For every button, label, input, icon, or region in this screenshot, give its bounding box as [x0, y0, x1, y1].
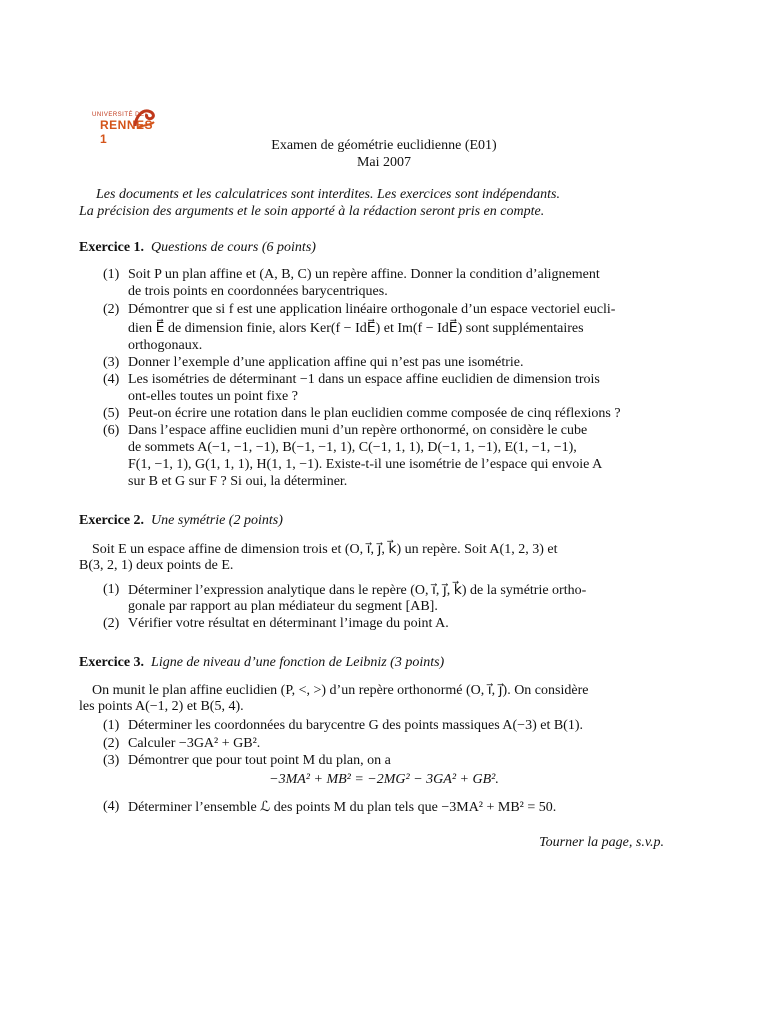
ex1-q2-line-3: orthogonaux. [128, 338, 203, 353]
ex3-q3-line: Démontrer que pour tout point M du plan, on a [128, 753, 391, 768]
ex1-q5-number: (5) [103, 406, 120, 421]
exam-title: Examen de géométrie euclidienne (E01) [271, 138, 497, 153]
exercise-3-heading [79, 655, 444, 671]
ex1-q6-line-2: de sommets A(−1, −1, −1), B(−1, −1, 1), C(−1, 1, 1), D(−1, 1, −1), E(1, −1, −1), [128, 440, 577, 455]
ex1-q6-line-1: Dans l’espace affine euclidien muni d’un repère orthonormé, on considère le cube [128, 423, 588, 438]
ex2-paragraph-line-2: B(3, 2, 1) deux points de E. [79, 558, 234, 573]
exercise-1-subtitle: Questions de cours (6 points) [151, 240, 316, 255]
intro-line-1: Les documents et les calculatrices sont interdites. Les exercices sont indépendants. [96, 187, 560, 202]
ex3-q2-line: Calculer −3GA² + GB². [128, 736, 261, 751]
ex3-paragraph-line-1: On munit le plan affine euclidien (P, <, >) d’un repère orthonormé (O, ı⃗, ȷ⃗). On considère [92, 683, 589, 698]
logo-line1: UNIVERSITÉ DE [92, 112, 145, 118]
ex3-q1-number: (1) [103, 718, 120, 733]
exam-date: Mai 2007 [356, 155, 412, 170]
exercise-2-subtitle: Une symétrie (2 points) [151, 513, 283, 528]
ex1-q2-number: (2) [103, 302, 120, 317]
university-logo [90, 104, 160, 146]
ex3-q3-number: (3) [103, 753, 120, 768]
ex1-q2-line-1: Démontrer que si f est une application linéaire orthogonale d’un espace vectoriel eucli- [128, 302, 616, 317]
ex1-q4-number: (4) [103, 372, 120, 387]
ex1-q1-line-2: de trois points en coordonnées barycentriques. [128, 284, 388, 299]
ex1-q6-number: (6) [103, 423, 120, 438]
exercise-2-heading [79, 513, 283, 529]
ex1-q3-line: Donner l’exemple d’une application affine qui n’est pas une isométrie. [128, 355, 524, 370]
ex1-q2-line-2: dien E⃗ de dimension finie, alors Ker(f − IdE⃗) et Im(f − IdE⃗) sont supplémentaires [128, 321, 584, 336]
exercise-3-subtitle: Ligne de niveau d’une fonction de Leibniz (3 points) [151, 655, 445, 670]
ex3-q2-number: (2) [103, 736, 120, 751]
turn-page-note: Tourner la page, s.v.p. [539, 835, 664, 850]
logo-line2: RENNES 1 [100, 118, 154, 146]
intro-line-2: La précision des arguments et le soin apporté à la rédaction seront pris en compte. [79, 204, 545, 219]
exercise-3-label: Exercice 3. [79, 655, 145, 670]
ex1-q4-line-2: ont-elles toutes un point fixe ? [128, 389, 298, 404]
ex1-q6-line-4: sur B et G sur F ? Si oui, la déterminer. [128, 474, 348, 489]
ex1-q6-line-3: F(1, −1, 1), G(1, 1, 1), H(1, 1, −1). Existe-t-il une isométrie de l’espace qui envoie A [128, 457, 603, 472]
ex2-q2-number: (2) [103, 616, 120, 631]
ex2-paragraph-line-1: Soit E un espace affine de dimension trois et (O, ı⃗, ȷ⃗, k⃗) un repère. Soit A(1, 2, 3) et [92, 542, 558, 557]
ex1-q4-line-1: Les isométries de déterminant −1 dans un espace affine euclidien de dimension trois [128, 372, 600, 387]
ex2-q1-line-2: gonale par rapport au plan médiateur du segment [AB]. [128, 599, 438, 614]
ex3-paragraph-line-2: les points A(−1, 2) et B(5, 4). [79, 699, 244, 714]
logo-emblem-icon [132, 104, 158, 132]
ex1-q1-number: (1) [103, 267, 120, 282]
ex3-identity-equation: −3MA² + MB² = −2MG² − 3GA² + GB². [269, 772, 499, 787]
exercise-2-label: Exercice 2. [79, 513, 145, 528]
ex2-q2-line: Vérifier votre résultat en déterminant l’image du point A. [128, 616, 449, 631]
ex1-q3-number: (3) [103, 355, 120, 370]
ex3-q4-number: (4) [103, 799, 120, 814]
ex1-q5-line: Peut-on écrire une rotation dans le plan euclidien comme composée de cinq réflexions ? [128, 406, 621, 421]
ex1-q1-line-1: Soit P un plan affine et (A, B, C) un repère affine. Donner la condition d’alignement [128, 267, 600, 282]
ex2-q1-line-1: Déterminer l’expression analytique dans le repère (O, ı⃗, ȷ⃗, k⃗) de la symétrie ortho- [128, 583, 587, 598]
ex3-q1-line: Déterminer les coordonnées du barycentre G des points massiques A(−3) et B(1). [128, 718, 583, 733]
exercise-1-label: Exercice 1. [79, 240, 145, 255]
ex2-q1-number: (1) [103, 582, 120, 597]
ex3-q4-line: Déterminer l’ensemble ℒ des points M du plan tels que −3MA² + MB² = 50. [128, 800, 557, 815]
exercise-1-heading [79, 240, 316, 256]
